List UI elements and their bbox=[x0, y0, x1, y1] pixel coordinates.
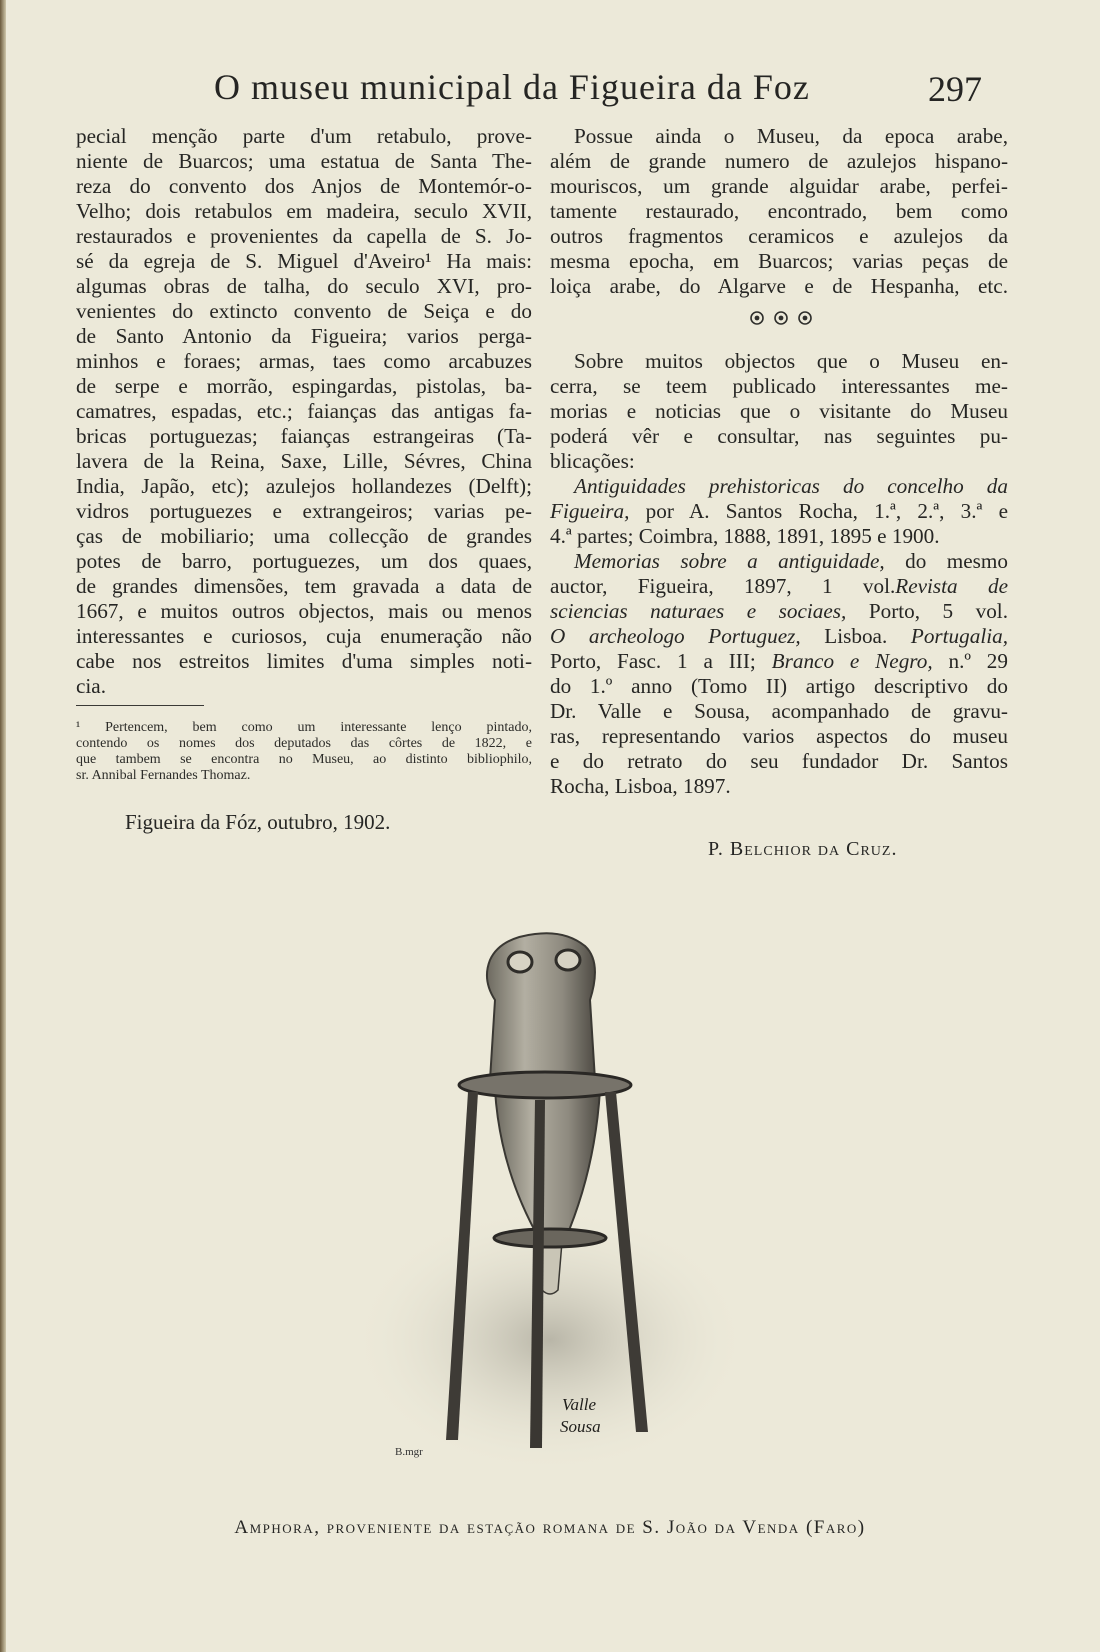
amphora-handle-right bbox=[556, 950, 580, 970]
running-title: O museu municipal da Figueira da Foz bbox=[214, 67, 810, 107]
left-column bbox=[76, 124, 532, 699]
text-line: poderá vêr e consultar, nas seguintes pu- bbox=[550, 424, 1008, 448]
reference-title: Figueira, bbox=[550, 499, 630, 523]
figure-caption: Amphora, proveniente da estação romana de S. João da Venda (Faro) bbox=[234, 1517, 866, 1538]
text-line: niente de Buarcos; uma estatua de Santa The- bbox=[76, 149, 532, 173]
text-line bbox=[550, 549, 1008, 574]
reference-title: Portugalia, bbox=[910, 624, 1008, 648]
footnote bbox=[76, 720, 532, 784]
engraver-mark: B.mgr bbox=[395, 1446, 423, 1458]
text-line: ras, representando varios aspectos do museu bbox=[550, 724, 1008, 748]
text-line: reza do convento dos Anjos de Montemór-o- bbox=[76, 174, 532, 198]
reference-detail: auctor, Figueira, 1897, 1 vol. bbox=[550, 574, 896, 598]
reference-title: Antiguidades prehistoricas do concelho da bbox=[574, 474, 1008, 498]
reference-title: O archeologo Portuguez, bbox=[550, 624, 801, 648]
text-line bbox=[550, 649, 1008, 674]
text-line bbox=[550, 574, 1008, 599]
reference-title: Revista de bbox=[895, 574, 1008, 598]
text-line: de grandes dimensões, tem gravada a data de bbox=[76, 574, 532, 598]
text-line: Velho; dois retabulos em madeira, seculo XVII, bbox=[76, 199, 532, 223]
footnote-line: sr. Annibal Fernandes Thomaz. bbox=[76, 768, 251, 783]
footnote-rule bbox=[76, 705, 204, 706]
text-line: de Santo Antonio da Figueira; varios perga- bbox=[76, 324, 532, 348]
reference-detail: do mesmo bbox=[884, 549, 1008, 573]
text-line: de serpe e morrão, espingardas, pistolas, ba- bbox=[76, 374, 532, 398]
text-line: cia. bbox=[76, 674, 106, 698]
reference-detail: Lisboa. bbox=[800, 624, 911, 648]
text-line: cerra, se teem publicado interessantes me- bbox=[550, 374, 1008, 398]
text-line: mouriscos, um grande alguidar arabe, perfei- bbox=[550, 174, 1008, 198]
section-ornament bbox=[746, 307, 816, 329]
text-line: Possue ainda o Museu, da epoca arabe, bbox=[574, 124, 1008, 148]
text-line: cabe nos estreitos limites d'uma simples noti- bbox=[76, 649, 532, 673]
text-line: algumas obras de talha, do seculo XVI, pro- bbox=[76, 274, 532, 298]
text-line: morias e noticias que o visitante do Museu bbox=[550, 399, 1008, 423]
text-line: além de grande numero de azulejos hispano- bbox=[550, 149, 1008, 173]
text-line: loiça arabe, do Algarve e de Hespanha, etc. bbox=[550, 274, 1008, 298]
text-line: India, Japão, etc); azulejos hollandezes (Delft); bbox=[76, 474, 532, 498]
text-line: 4.ª partes; Coimbra, 1888, 1891, 1895 e 1900. bbox=[550, 524, 940, 548]
page-header bbox=[0, 66, 1100, 126]
text-line: interessantes e curiosos, cuja enumeração não bbox=[76, 624, 532, 648]
footnote-line: contendo os nomes dos deputados das côrtes de 1822, e bbox=[76, 736, 532, 751]
reference-title: sciencias naturaes e sociaes, bbox=[550, 599, 847, 623]
text-line: camatres, espadas, etc.; faianças das antigas fa- bbox=[76, 399, 532, 423]
reference-title: Branco e Negro, bbox=[771, 649, 933, 673]
text-line: venientes do extincto convento de Seiça e do bbox=[76, 299, 532, 323]
text-line: restaurados e provenientes da capella de S. Jo- bbox=[76, 224, 532, 248]
text-line: do 1.º anno (Tomo II) artigo descriptivo do bbox=[550, 674, 1008, 698]
text-line: outros fragmentos ceramicos e azulejos da bbox=[550, 224, 1008, 248]
text-line: sé da egreja de S. Miguel d'Aveiro¹ Ha mais: bbox=[76, 249, 532, 273]
stand-lower-ring bbox=[494, 1229, 606, 1247]
text-line: tamente restaurado, encontrado, bem como bbox=[550, 199, 1008, 223]
text-line: potes de barro, portuguezes, um dos quaes, bbox=[76, 549, 532, 573]
page-number: 297 bbox=[928, 69, 982, 109]
reference-detail: Porto, 5 vol. bbox=[846, 599, 1008, 623]
right-column bbox=[550, 124, 1008, 799]
text-line: blicações: bbox=[550, 449, 635, 473]
reference-detail: por A. Santos Rocha, 1.ª, 2.ª, 3.ª e bbox=[629, 499, 1008, 523]
amphora-illustration bbox=[350, 920, 750, 1480]
text-line: vidros portuguezes e extrangeiros; varias pe- bbox=[76, 499, 532, 523]
footnote-line: que tambem se encontra no Museu, ao distinto bibliophilo, bbox=[76, 752, 532, 767]
artist-signature-line: Sousa bbox=[560, 1417, 601, 1436]
text-line: Sobre muitos objectos que o Museu en- bbox=[574, 349, 1008, 373]
text-line bbox=[550, 499, 1008, 524]
text-line: Rocha, Lisboa, 1897. bbox=[550, 774, 731, 798]
text-line: ças de mobiliario; uma collecção de grandes bbox=[76, 524, 532, 548]
text-line: minhos e foraes; armas, taes como arcabuzes bbox=[76, 349, 532, 373]
text-line: 1667, e muitos outros objectos, mais ou menos bbox=[76, 599, 532, 623]
reference-detail: n.º 29 bbox=[932, 649, 1008, 673]
text-line: mesma epocha, em Buarcos; varias peças de bbox=[550, 249, 1008, 273]
author-signature: P. Belchior da Cruz. bbox=[708, 838, 898, 860]
text-line bbox=[550, 624, 1008, 649]
binding-edge bbox=[0, 0, 6, 1652]
dateline: Figueira da Fóz, outubro, 1902. bbox=[125, 810, 391, 834]
reference-detail: Porto, Fasc. 1 a III; bbox=[550, 649, 772, 673]
text-line: e do retrato do seu fundador Dr. Santos bbox=[550, 749, 1008, 773]
text-line: Dr. Valle e Sousa, acompanhado de gravu- bbox=[550, 699, 1008, 723]
artist-signature-line: Valle bbox=[562, 1395, 596, 1414]
text-line: lavera de la Reina, Saxe, Lille, Sévres, China bbox=[76, 449, 532, 473]
amphora-handle-left bbox=[508, 952, 532, 972]
text-line: pecial menção parte d'um retabulo, prove- bbox=[76, 124, 532, 148]
footnote-line: ¹ Pertencem, bem como um interessante lenço pintado, bbox=[76, 720, 532, 735]
text-line: bricas portuguezas; faianças estrangeiras (Ta- bbox=[76, 424, 532, 448]
text-line bbox=[550, 599, 1008, 624]
reference-title: Memorias sobre a antiguidade, bbox=[574, 549, 885, 573]
